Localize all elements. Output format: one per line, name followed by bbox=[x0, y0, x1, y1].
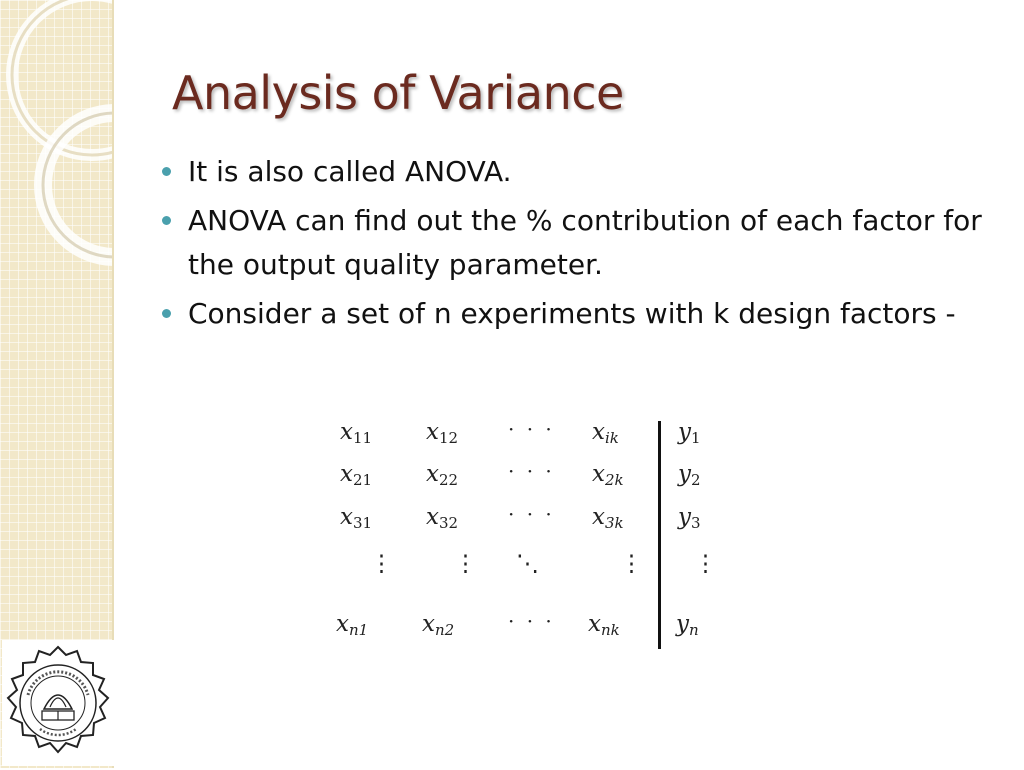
matrix-cell: $x_{ik}$ bbox=[592, 419, 619, 447]
matrix-cell: · · · bbox=[508, 502, 555, 526]
matrix-cell: $x_{21}$ bbox=[340, 461, 373, 489]
matrix-cell: $y_2$ bbox=[678, 461, 701, 489]
matrix-cell: · · · bbox=[508, 459, 555, 483]
matrix-cell: $x_{2k}$ bbox=[592, 461, 624, 489]
matrix-cell: $x_{11}$ bbox=[340, 419, 373, 447]
matrix-cell: $x_{n1}$ bbox=[336, 611, 369, 639]
matrix-cell: ⋮ bbox=[694, 551, 717, 577]
matrix-cell: $y_n$ bbox=[676, 611, 699, 639]
bullet-icon bbox=[162, 216, 171, 225]
matrix-cell: ⋮ bbox=[620, 551, 643, 577]
iit-kharagpur-logo-icon bbox=[2, 640, 114, 766]
bullet-text: Consider a set of n experiments with k design factors - bbox=[188, 297, 956, 330]
matrix-cell: $x_{n2}$ bbox=[422, 611, 455, 639]
matrix-cell: ⋮ bbox=[370, 551, 393, 577]
matrix-cell: · · · bbox=[508, 609, 555, 633]
bullet-item bbox=[160, 292, 1000, 336]
matrix-cell: $y_3$ bbox=[678, 504, 701, 532]
matrix-cell: ⋮ bbox=[454, 551, 477, 577]
bullet-item bbox=[160, 150, 1000, 194]
matrix-cell: $x_{3k}$ bbox=[592, 504, 624, 532]
slide-title: Analysis of Variance bbox=[172, 66, 624, 120]
matrix-divider bbox=[658, 421, 661, 649]
data-matrix bbox=[330, 415, 730, 655]
bullet-text: ANOVA can find out the % contribution of each factor for the output quality parameter. bbox=[188, 204, 982, 281]
matrix-cell: $y_1$ bbox=[678, 419, 701, 447]
matrix-cell: $x_{22}$ bbox=[426, 461, 459, 489]
matrix-cell: $x_{nk}$ bbox=[588, 611, 620, 639]
decorative-circles-icon bbox=[0, 0, 113, 640]
matrix-cell: $x_{12}$ bbox=[426, 419, 459, 447]
matrix-cell: · · · bbox=[508, 417, 555, 441]
matrix-cell: $x_{32}$ bbox=[426, 504, 459, 532]
bullet-list bbox=[160, 150, 1000, 341]
bullet-icon bbox=[162, 309, 171, 318]
bullet-text: It is also called ANOVA. bbox=[188, 155, 512, 188]
matrix-cell: ⋱ bbox=[516, 551, 539, 577]
bullet-icon bbox=[162, 167, 171, 176]
matrix-cell: $x_{31}$ bbox=[340, 504, 373, 532]
bullet-item bbox=[160, 199, 1000, 287]
